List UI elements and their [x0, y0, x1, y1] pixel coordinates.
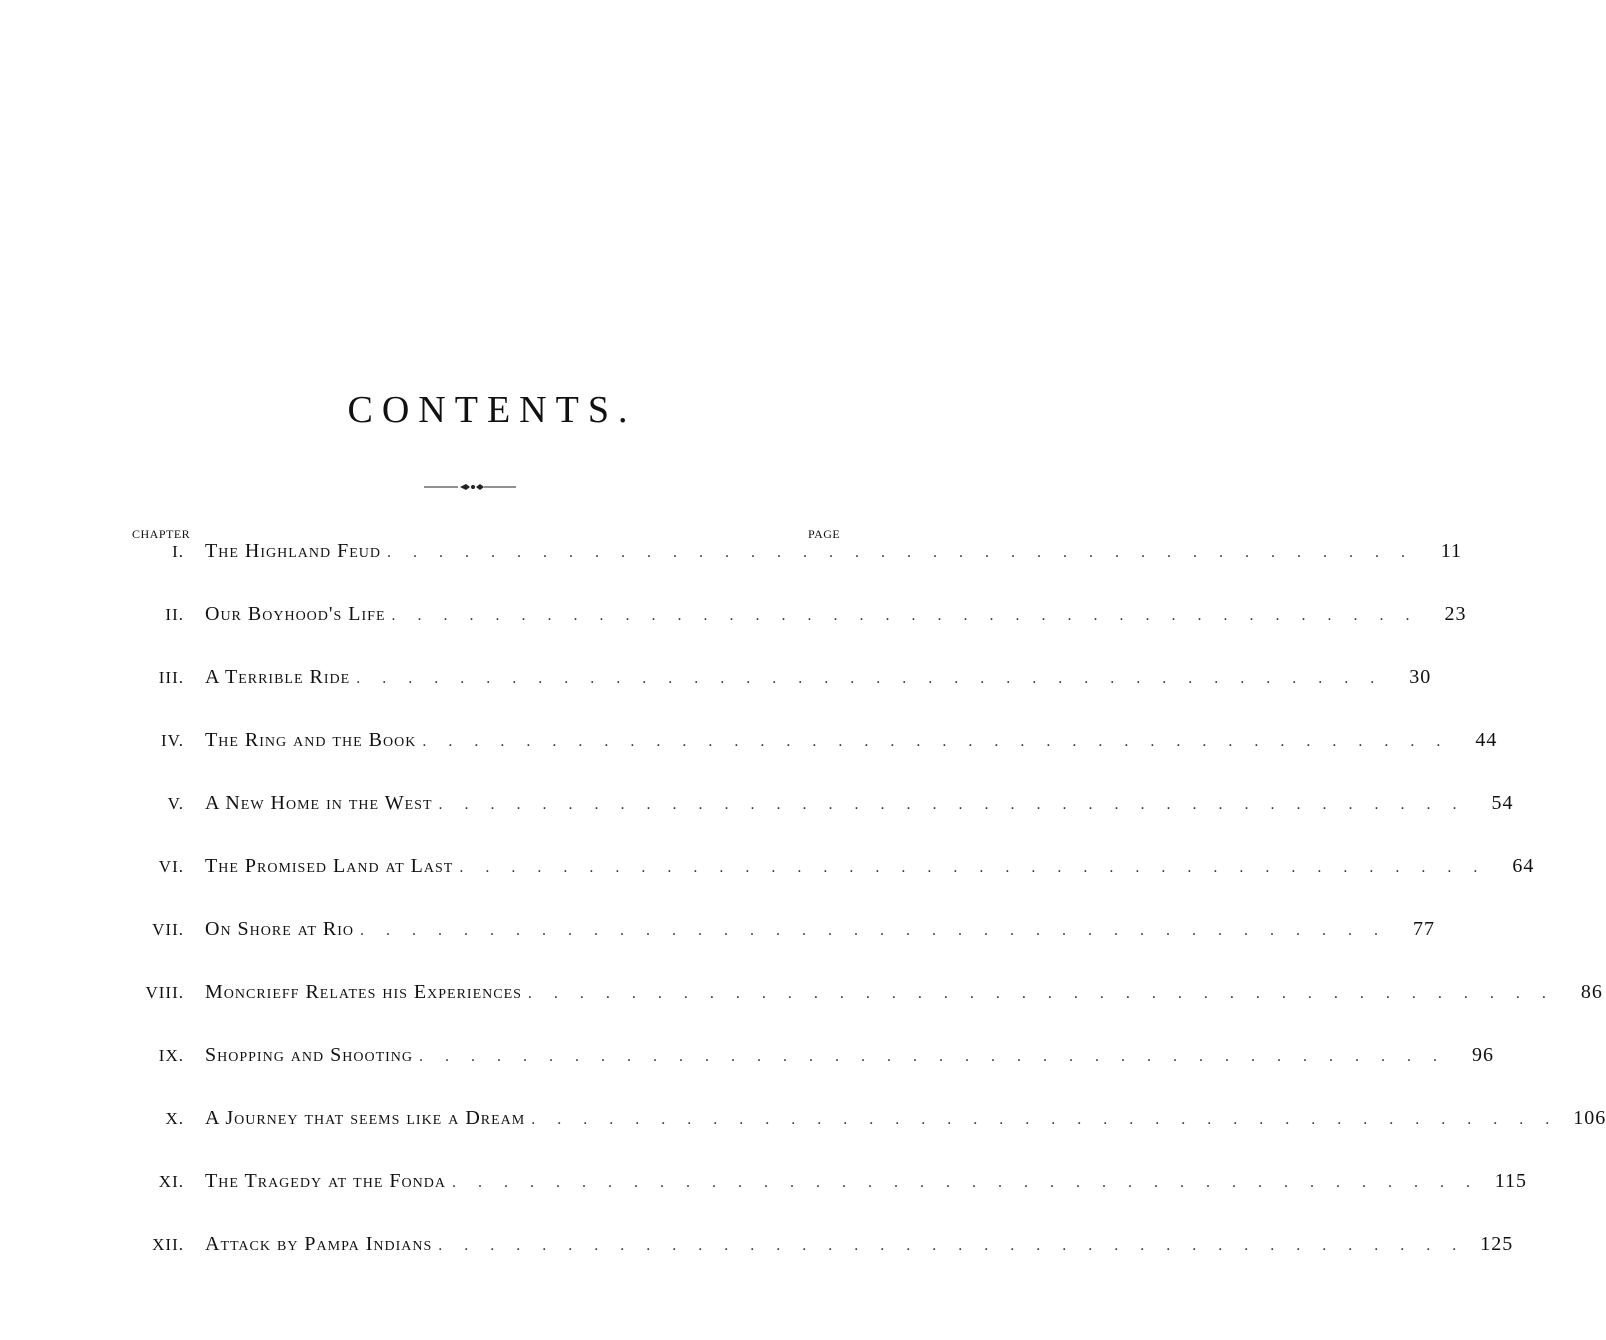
- chapter-title: The Promised Land at Last: [205, 855, 454, 877]
- toc-entry: [130, 729, 1498, 763]
- fleuron-rule-icon: [424, 480, 516, 494]
- dot-leader: . . . . . . . . . . . . . . . . . . . . . . . . . . . . . . . . . . . . . . . .: [391, 607, 1419, 624]
- page-column-header: PAGE: [808, 527, 841, 541]
- chapter-title: On Shore at Rio: [205, 918, 355, 940]
- toc-entry: [130, 918, 1436, 952]
- chapter-number: IV.: [161, 731, 184, 750]
- chapter-number: VIII.: [145, 983, 184, 1002]
- page-number: 77: [1413, 918, 1436, 940]
- dot-leader: . . . . . . . . . . . . . . . . . . . . . . . . . . . . . . . . . . . . . . . .: [438, 1237, 1466, 1254]
- toc-entry: [130, 981, 1603, 1015]
- page-number: 23: [1444, 603, 1467, 625]
- dot-leader: . . . . . . . . . . . . . . . . . . . . . . . . . . . . . . . . . . . . . . . .: [356, 670, 1384, 687]
- dot-leader: . . . . . . . . . . . . . . . . . . . . . . . . . . . . . . . . . . . . . . . .: [527, 985, 1555, 1002]
- toc-entry: [130, 792, 1514, 826]
- page-number: 106: [1573, 1107, 1606, 1129]
- toc-entry: [130, 1233, 1514, 1267]
- page-number: 96: [1472, 1044, 1495, 1066]
- page-number: 64: [1512, 855, 1535, 877]
- page-number: 86: [1580, 981, 1603, 1003]
- chapter-number: VI.: [158, 857, 184, 876]
- chapter-number: VII.: [152, 920, 184, 939]
- chapter-number: I.: [172, 542, 184, 561]
- dot-leader: . . . . . . . . . . . . . . . . . . . . . . . . . . . . . . . . . . . . . . . .: [360, 922, 1388, 939]
- page-number: 11: [1440, 540, 1462, 562]
- page-number: 54: [1491, 792, 1514, 814]
- chapter-number: V.: [167, 794, 184, 813]
- page-title: CONTENTS.: [347, 389, 637, 431]
- toc-entry: [130, 855, 1535, 889]
- page-number: 115: [1494, 1170, 1527, 1192]
- chapter-title: Moncrieff Relates his Experiences: [205, 981, 522, 1003]
- chapter-number: XII.: [152, 1235, 184, 1254]
- chapter-title: A New Home in the West: [205, 792, 433, 814]
- chapter-column-header: CHAPTER: [132, 527, 191, 541]
- toc-entry: [130, 603, 1467, 637]
- chapter-title: Our Boyhood's Life: [205, 603, 386, 625]
- toc-entry: [130, 1107, 1606, 1141]
- dot-leader: . . . . . . . . . . . . . . . . . . . . . . . . . . . . . . . . . . . . . . . .: [459, 859, 1487, 876]
- page-number: 44: [1475, 729, 1498, 751]
- chapter-number: IX.: [158, 1046, 184, 1065]
- chapter-title: Attack by Pampa Indians: [205, 1233, 433, 1255]
- chapter-title: The Ring and the Book: [205, 729, 417, 751]
- dot-leader: . . . . . . . . . . . . . . . . . . . . . . . . . . . . . . . . . . . . . . . .: [451, 1174, 1479, 1191]
- chapter-title: The Highland Feud: [205, 540, 381, 562]
- dot-leader: . . . . . . . . . . . . . . . . . . . . . . . . . . . . . . . . . . . . . . . .: [419, 1048, 1447, 1065]
- dot-leader: . . . . . . . . . . . . . . . . . . . . . . . . . . . . . . . . . . . . . . . .: [422, 733, 1450, 750]
- page-number: 125: [1480, 1233, 1514, 1255]
- dot-leader: . . . . . . . . . . . . . . . . . . . . . . . . . . . . . . . . . . . . . . . .: [438, 796, 1466, 813]
- chapter-title: A Journey that seems like a Dream: [205, 1107, 526, 1129]
- toc-entry: [130, 1044, 1495, 1078]
- chapter-number: II.: [165, 605, 184, 624]
- chapter-number: XI.: [158, 1172, 184, 1191]
- chapter-number: X.: [165, 1109, 184, 1128]
- page-number: 30: [1409, 666, 1432, 688]
- chapter-title: Shopping and Shooting: [205, 1044, 414, 1066]
- toc-entry: [130, 1170, 1527, 1204]
- toc-entry: [130, 666, 1432, 700]
- chapter-title: The Tragedy at the Fonda: [205, 1170, 446, 1192]
- chapter-title: A Terrible Ride: [205, 666, 351, 688]
- chapter-number: III.: [158, 668, 184, 687]
- toc-entry: [130, 540, 1462, 574]
- dot-leader: . . . . . . . . . . . . . . . . . . . . . . . . . . . . . . . . . . . . . . . .: [386, 544, 1414, 561]
- dot-leader: . . . . . . . . . . . . . . . . . . . . . . . . . . . . . . . . . . . . . . . .: [531, 1111, 1559, 1128]
